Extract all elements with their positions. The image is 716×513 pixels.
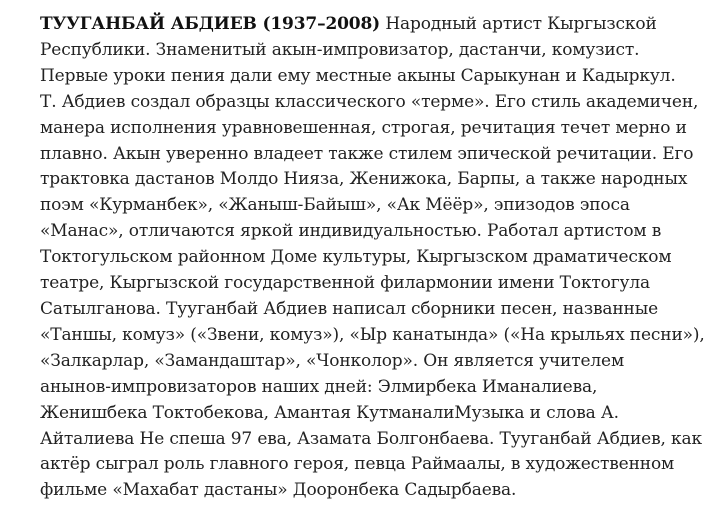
article-line-17: Айталиева Не спеша 97 ева, Азамата Болгонбаева. Тууганбай Абдиев, как bbox=[40, 428, 702, 449]
article-line-19: фильме «Махабат дастаны» Дооронбека Садырбаева. bbox=[40, 480, 517, 501]
article-line-3: Первые уроки пения дали ему местные акыны Сарыкунан и Кадыркул. bbox=[40, 65, 676, 86]
article-line-1 bbox=[40, 12, 690, 38]
article-line-18: актёр сыграл роль главного героя, певца Раймаалы, в художественном bbox=[40, 454, 675, 475]
article-line-7: трактовка дастанов Молдо Нияза, Женижока, Барпы, а также народных bbox=[40, 169, 688, 190]
article-line-9: «Манас», отличаются яркой индивидуальностью. Работал артистом в bbox=[40, 221, 662, 242]
article-line-6: плавно. Акын уверенно владеет также стилем эпической речитации. Его bbox=[40, 143, 694, 164]
article-line-11: театре, Кыргызской государственной филармонии имени Токтогула bbox=[40, 273, 651, 294]
article-line-10: Токтогульском районном Доме культуры, Кыргызском драматическом bbox=[40, 247, 672, 268]
article-line-12: Сатылганова. Тууганбай Абдиев написал сборники песен, названные bbox=[40, 298, 658, 319]
article-line-2: Республики. Знаменитый акын-импровизатор, дастанчи, комузист. bbox=[40, 39, 640, 60]
article-intro-text: Народный артист Кыргызской bbox=[380, 14, 657, 34]
article-line-14: «Залкарлар, «Замандаштар», «Чонколор». Он является учителем bbox=[40, 350, 625, 371]
article-line-4: Т. Абдиев создал образцы классического «терме». Его стиль академичен, bbox=[40, 91, 699, 112]
article-line-13: «Таншы, комуз» («Звени, комуз»), «Ыр канатында» («На крыльях песни»), bbox=[40, 324, 705, 345]
article-heading: ТУУГАНБАЙ АБДИЕВ (1937–2008) bbox=[40, 14, 381, 34]
article-body bbox=[40, 12, 705, 504]
article-line-5: манера исполнения уравновешенная, строгая, речитация течет мерно и bbox=[40, 117, 687, 138]
article-line-16: Женишбека Токтобекова, Амантая КутманалиМузыка и слова А. bbox=[40, 402, 619, 423]
article-line-8: поэм «Курманбек», «Жаныш-Байыш», «Ак Мёёр», эпизодов эпоса bbox=[40, 195, 630, 216]
article-line-15: анынов-импровизаторов наших дней: Элмирбека Иманалиева, bbox=[40, 376, 598, 397]
